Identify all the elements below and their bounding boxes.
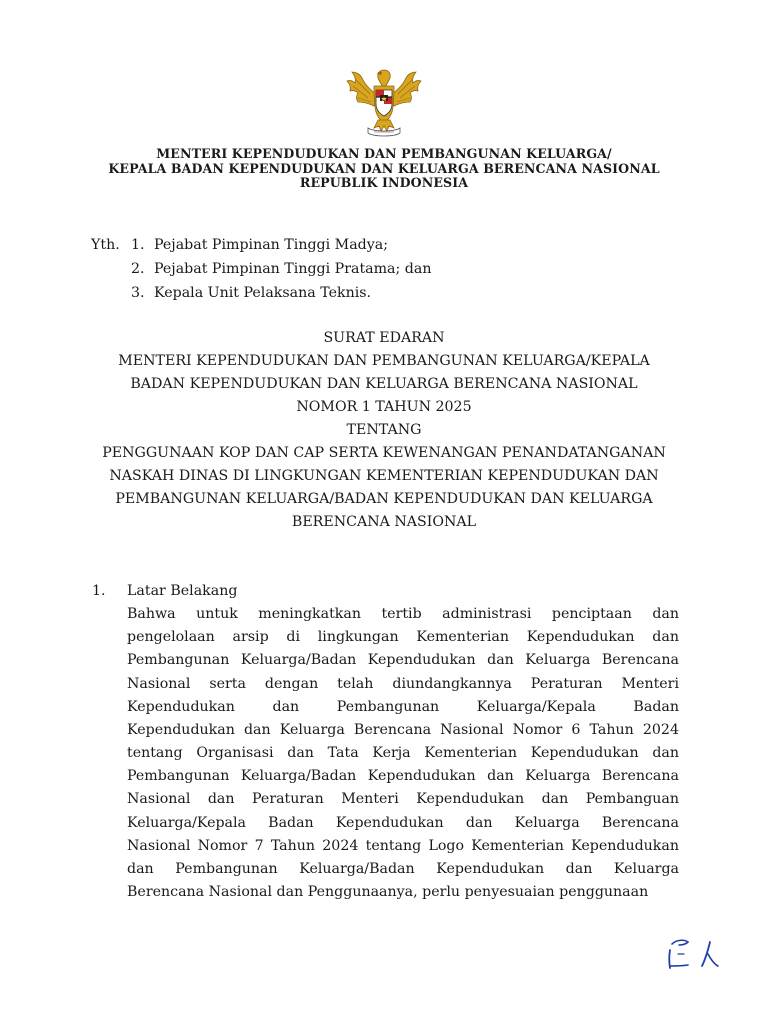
title-line: PEMBANGUNAN KELUARGA/BADAN KEPENDUDUKAN DAN KELUARGA — [115, 491, 653, 507]
paragraph-line: Pembangunan Keluarga/Badan Kependudukan dan Keluarga Berencana — [127, 652, 679, 669]
section-number: 1. — [92, 583, 106, 599]
title-line: PENGGUNAAN KOP DAN CAP SERTA KEWENANGAN PENANDATANGANAN — [102, 445, 666, 461]
title-line: NOMOR 1 TAHUN 2025 — [296, 399, 472, 415]
initials-signature — [664, 936, 724, 972]
title-line: SURAT EDARAN — [323, 330, 445, 346]
recipient-text: Pejabat Pimpinan Tinggi Madya; — [154, 237, 388, 253]
recipient-item — [91, 233, 432, 257]
recipient-salutation: Yth. — [91, 237, 120, 253]
title-line: BADAN KEPENDUDUKAN DAN KELUARGA BERENCANA NASIONAL — [130, 376, 638, 392]
header-line: MENTERI KEPENDUDUKAN DAN PEMBANGUNAN KELUARGA/ — [156, 146, 612, 161]
recipient-number: 3. — [131, 285, 145, 301]
paragraph-line: Pembangunan Keluarga/Badan Kependudukan dan Keluarga Berencana — [127, 768, 679, 785]
recipient-item — [91, 281, 432, 305]
paragraph-line: Bahwa untuk meningkatkan tertib administrasi penciptaan dan — [127, 606, 679, 623]
recipient-list — [91, 233, 432, 305]
title-line: TENTANG — [346, 422, 422, 438]
paragraph-line: Nasional dan Peraturan Menteri Kependudukan dan Pembanguan — [127, 791, 679, 808]
paragraph-line: tentang Organisasi dan Tata Kerja Kementerian Kependudukan dan — [127, 745, 679, 762]
recipient-item — [91, 257, 432, 281]
paragraph-line: pengelolaan arsip di lingkungan Kementerian Kependudukan dan — [127, 629, 679, 646]
title-line: BERENCANA NASIONAL — [291, 514, 477, 530]
recipient-text: Pejabat Pimpinan Tinggi Pratama; dan — [154, 261, 432, 277]
document-header — [0, 147, 768, 191]
garuda-pancasila-icon — [344, 66, 424, 138]
section-paragraph — [127, 603, 679, 904]
paragraph-line: dan Pembangunan Keluarga/Badan Kependudukan dan Keluarga — [127, 860, 679, 877]
recipient-number: 2. — [131, 261, 145, 277]
paragraph-line: Nasional Nomor 7 Tahun 2024 tentang Logo Kementerian Kependudukan — [127, 837, 679, 854]
circular-title — [0, 327, 768, 534]
paragraph-line: Kependudukan dan Keluarga Berencana Nasional Nomor 6 Tahun 2024 — [127, 721, 679, 738]
section-title: Latar Belakang — [127, 583, 238, 599]
paragraph-line: Kependudukan dan Pembangunan Keluarga/Kepala Badan — [127, 698, 679, 715]
header-line: KEPALA BADAN KEPENDUDUKAN DAN KELUARGA BERENCANA NASIONAL — [108, 160, 660, 176]
section-heading — [92, 580, 680, 603]
header-line: REPUBLIK INDONESIA — [299, 175, 469, 190]
paragraph-line: Berencana Nasional dan Penggunaanya, perlu penyesuaian penggunaan — [127, 884, 649, 901]
paragraph-line: Nasional serta dengan telah diundangkannya Peraturan Menteri — [127, 675, 679, 692]
recipient-text: Kepala Unit Pelaksana Teknis. — [154, 285, 372, 301]
recipient-number: 1. — [131, 237, 145, 253]
section-latar-belakang — [92, 580, 680, 904]
title-line: NASKAH DINAS DI LINGKUNGAN KEMENTERIAN KEPENDUDUKAN DAN — [109, 468, 659, 484]
paragraph-line: Keluarga/Kepala Badan Kependudukan dan Keluarga Berencana — [127, 814, 679, 831]
title-line: MENTERI KEPENDUDUKAN DAN PEMBANGUNAN KELUARGA/KEPALA — [118, 353, 650, 369]
